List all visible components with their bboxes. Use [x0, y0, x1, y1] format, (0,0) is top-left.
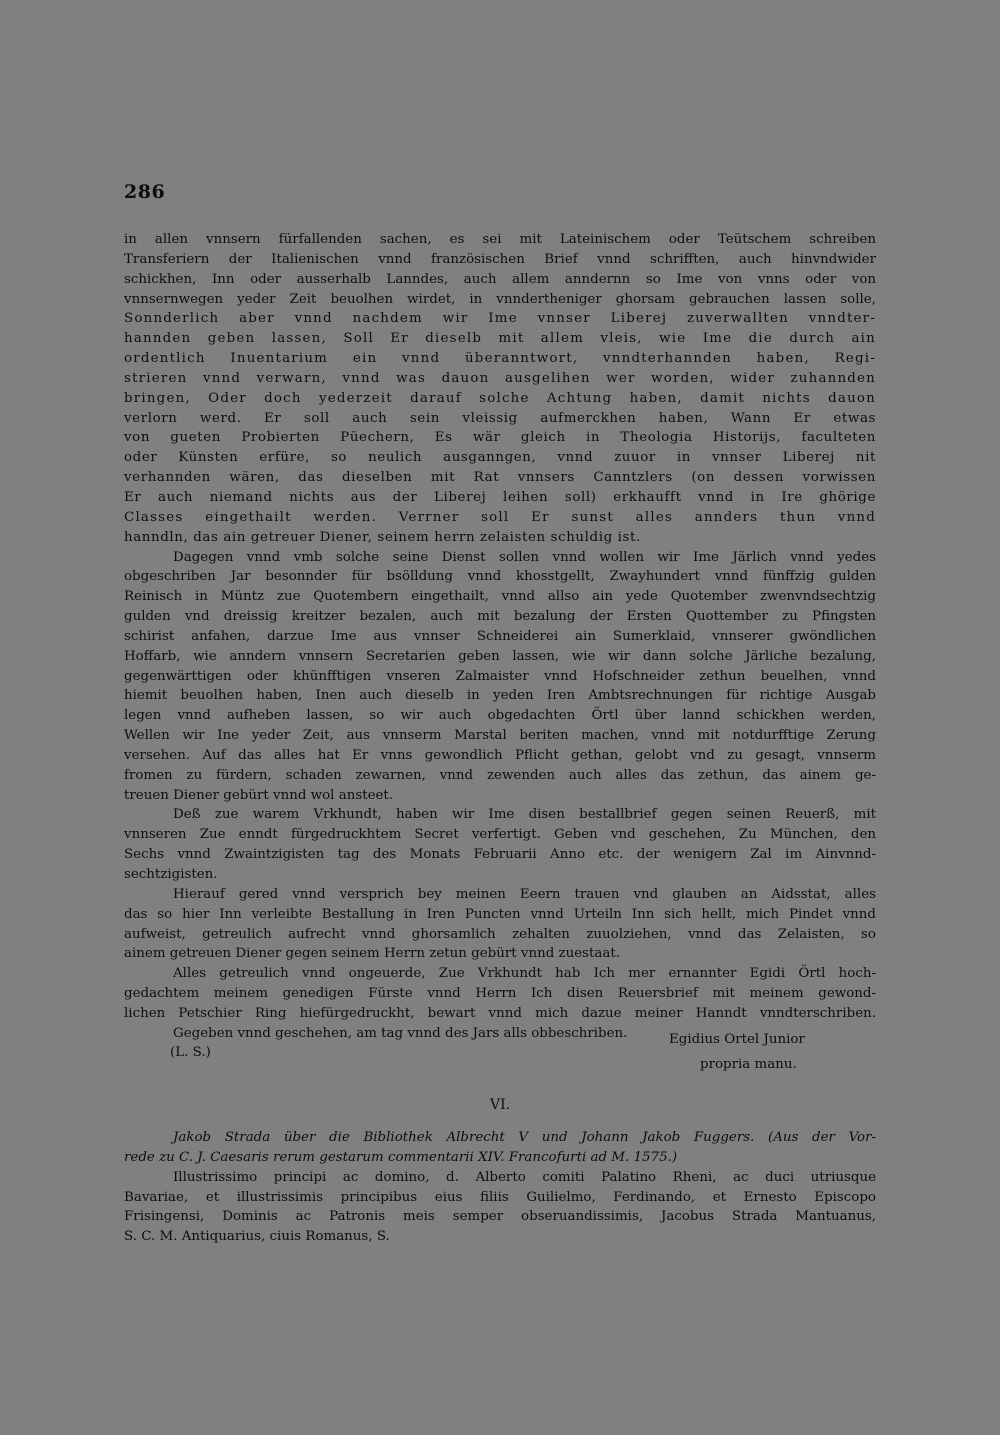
text-line: Sonnderlich aber vnnd nachdem wir Ime vnnser Liberej zuverwallten vnndter-	[124, 311, 876, 327]
text-line: verlorn werd. Er soll auch sein vleissig aufmerckhen haben, Wann Er etwas	[124, 410, 876, 426]
paragraph	[124, 230, 876, 548]
main-text	[124, 230, 876, 1044]
text-line: hannden geben lassen, Soll Er dieselb mit allem vleis, wie Ime die durch ain	[124, 331, 876, 347]
signature-note: propria manu.	[700, 1057, 797, 1072]
text-line: treuen Diener gebürt vnnd wol ansteet.	[124, 787, 394, 803]
text-line: gulden vnd dreissig kreitzer bezalen, auch mit bezalung der Ersten Quottember zu Pfingsten	[124, 609, 876, 625]
text-line: strieren vnnd verwarn, vnnd was dauon ausgelihen wer worden, wider zuhannden	[124, 370, 876, 386]
text-line: vnnsernwegen yeder Zeit beuolhen wirdet, in vnndertheniger ghorsam gebrauchen lassen solle,	[124, 291, 876, 307]
text-line: Bavariae, et illustrissimis principibus eius filiis Guilielmo, Ferdinando, et Ernesto Episcopo	[124, 1189, 876, 1205]
text-line: oder Künsten erfüre, so neulich ausganngen, vnnd zuuor in vnnser Liberej nit	[124, 450, 876, 466]
text-line: Reinisch in Müntz zue Quotembern eingethailt, vnnd allso ain yede Quotember zwenvndsechtzig	[124, 589, 876, 605]
section-title	[124, 1128, 876, 1168]
text-line: Frisingensi, Dominis ac Patronis meis semper obseruandissimis, Jacobus Strada Mantuanus,	[124, 1209, 876, 1225]
text-line: hanndln, das ain getreuer Diener, seinem herrn zelaisten schuldig ist.	[124, 529, 641, 545]
text-line: das so hier Inn verleibte Bestallung in Iren Puncten vnnd Urteiln Inn sich hellt, mich Pindet vnnd	[124, 906, 876, 922]
text-line: ainem getreuen Diener gegen seinem Herrn zetun gebürt vnnd zuestaat.	[124, 946, 620, 962]
text-line: Sechs vnnd Zwaintzigisten tag des Monats Februarii Anno etc. der wenigern Zal im Ainvnnd-	[124, 847, 876, 863]
text-line: Hoffarb, wie anndern vnnsern Secretarien geben lassen, wie wir dann solche Järliche bezalung,	[124, 648, 876, 664]
paragraph	[124, 548, 876, 806]
text-line: aufweist, getreulich aufrecht vnnd ghorsamlich zehalten zuuolziehen, vnnd das Zelaisten, so	[124, 926, 876, 942]
text-line: schirist anfahen, darzue Ime aus vnnser Schneiderei ain Sumerklaid, vnnserer gwöndlichen	[124, 628, 876, 644]
text-line: Transferiern der Italienischen vnnd französischen Brief vnnd schrifften, auch hinvndwider	[124, 251, 876, 267]
paragraph	[124, 805, 876, 884]
text-line: legen vnnd aufheben lassen, so wir auch obgedachten Örtl über lannd schickhen werden,	[124, 708, 876, 724]
text-line: Hierauf gered vnnd versprich bey meinen Eeern trauen vnd glauben an Aidsstat, alles	[173, 886, 876, 902]
text-line: verhannden wären, das dieselben mit Rat vnnsers Canntzlers (on dessen vorwissen	[124, 470, 876, 486]
section-heading: VI.	[489, 1097, 511, 1113]
text-line: ordentlich Inuentarium ein vnnd überanntwort, vnndterhannden haben, Regi-	[124, 351, 876, 367]
text-line: rede zu C. J. Caesaris rerum gestarum commentarii XIV. Francofurti ad M. 1575.)	[124, 1149, 678, 1165]
text-line: fromen zu fürdern, schaden zewarnen, vnnd zewenden auch alles das zethun, das ainem ge-	[124, 767, 876, 783]
text-line: Alles getreulich vnnd ongeuerde, Zue Vrkhundt hab Ich mer ernannter Egidi Örtl hoch-	[173, 966, 876, 982]
text-line: vnnseren Zue enndt fürgedruckhtem Secret verfertigt. Geben vnd geschehen, Zu München, den	[124, 827, 876, 843]
text-line: S. C. M. Antiquarius, ciuis Romanus, S.	[124, 1229, 390, 1245]
text-line: hiemit beuolhen haben, Inen auch dieselb in yeden Iren Ambtsrechnungen für richtige Ausgab	[124, 688, 876, 704]
text-line: Classes eingethailt werden. Verrner soll Er sunst alles annders thun vnnd	[124, 509, 876, 525]
text-line: Deß zue warem Vrkhundt, haben wir Ime disen bestallbrief gegen seinen Reuerß, mit	[173, 807, 876, 823]
section-body	[124, 1128, 876, 1247]
text-line: schickhen, Inn oder ausserhalb Lanndes, auch allem anndernn so Ime von vnns oder von	[124, 271, 876, 287]
text-line: sechtzigisten.	[124, 867, 218, 882]
text-line: Wellen wir Ine yeder Zeit, aus vnnserm Marstal beriten machen, vnnd mit notdurfftige Zerung	[124, 728, 876, 744]
text-line: Illustrissimo principi ac domino, d. Alberto comiti Palatino Rheni, ac duci utriusque	[173, 1169, 876, 1185]
text-line: obgeschriben Jar besonnder für bsölldung vnnd khosstgellt, Zwayhundert vnnd fünffzig gulden	[124, 569, 876, 585]
seal-mark: (L. S.)	[170, 1045, 211, 1060]
text-line: von gueten Probierten Püechern, Es wär gleich in Theologia Historijs, faculteten	[124, 430, 876, 446]
paragraph	[124, 885, 876, 964]
text-line: Gegeben vnnd geschehen, am tag vnnd des Jars alls obbeschriben.	[173, 1025, 628, 1041]
text-line: Dagegen vnnd vmb solche seine Dienst sollen vnnd wollen wir Ime Järlich vnnd yedes	[173, 549, 876, 565]
dedication	[124, 1168, 876, 1247]
signature-name: Egidius Ortel Junior	[669, 1032, 805, 1047]
text-line: gegenwärttigen oder khünfftigen vnseren Zalmaister vnnd Hofschneider zethun beuelhen, vnnd	[124, 668, 876, 684]
page-number: 286	[124, 181, 166, 203]
text-line: versehen. Auf das alles hat Er vnns gewondlich Pflicht gethan, gelobt vnd zu gesagt, vnnserm	[124, 747, 876, 763]
text-line: Jakob Strada über die Bibliothek Albrecht V und Johann Jakob Fuggers. (Aus der Vor-	[173, 1130, 876, 1145]
text-line: in allen vnnsern fürfallenden sachen, es sei mit Lateinischem oder Teütschem schreiben	[124, 232, 876, 247]
text-line: lichen Petschier Ring hiefürgedruckht, bewart vnnd mich dazue meiner Hanndt vnndterschriben.	[124, 1005, 876, 1021]
text-line: Er auch niemand nichts aus der Liberej leihen soll) erkhaufft vnnd in Ire ghörige	[124, 489, 876, 505]
text-line: bringen, Oder doch yederzeit darauf solche Achtung haben, damit nichts dauon	[124, 390, 876, 406]
paragraph	[124, 964, 876, 1024]
text-line: gedachtem meinem genedigen Fürste vnnd Herrn Ich disen Reuersbrief mit meinem gewond-	[124, 986, 876, 1002]
